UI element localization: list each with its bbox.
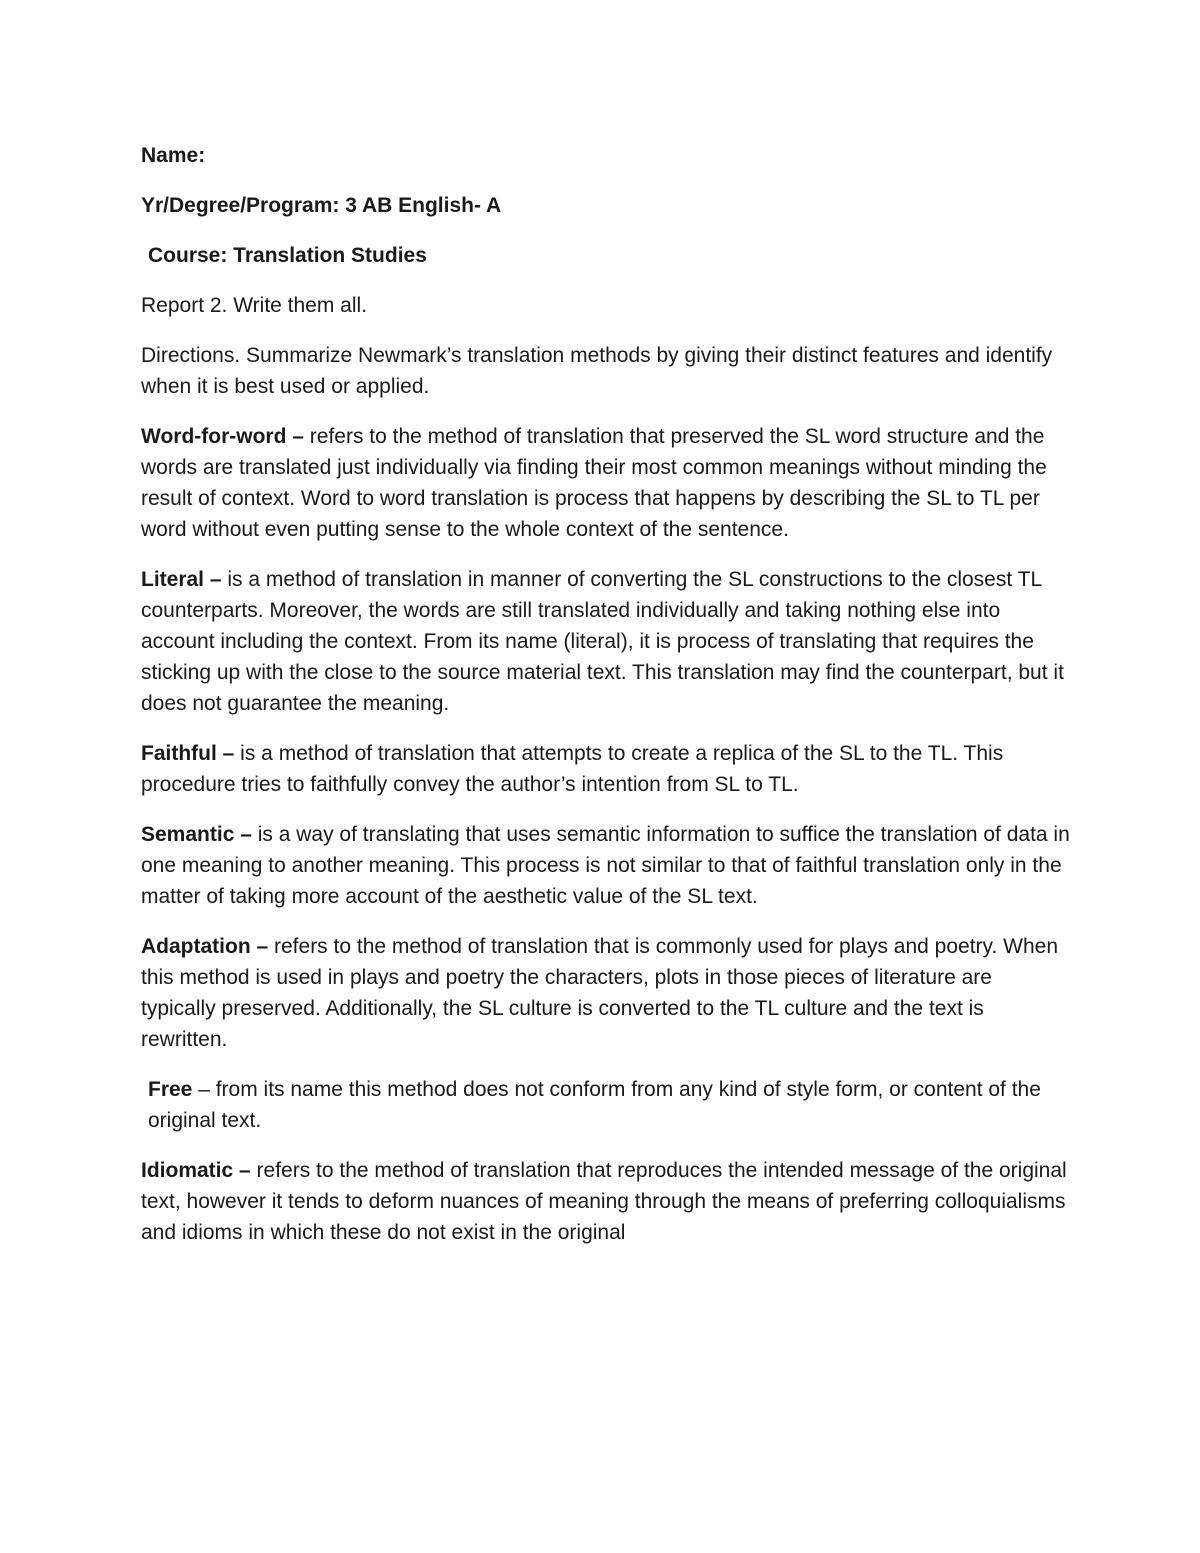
- method-description: is a method of translation that attempts to create a replica of the SL to the TL. This procedure tries to faithfully convey the author’s intention from SL to TL.: [141, 742, 1004, 796]
- document-body: [141, 140, 1071, 1267]
- method-description: is a way of translating that uses semantic information to suffice the translation of data in one meaning to another meaning. This process is not similar to that of faithful translation only in the matter of taking more account of the aesthetic value of the SL text.: [141, 823, 1070, 908]
- method-literal: [141, 564, 1071, 719]
- method-word-for-word: [141, 421, 1071, 545]
- method-term: Faithful –: [141, 742, 235, 765]
- course-line: Course: Translation Studies: [148, 244, 427, 267]
- program-line: Yr/Degree/Program: 3 AB English- A: [141, 194, 502, 217]
- method-description: refers to the method of translation that preserved the SL word structure and the words are translated just individually via finding their most common meanings without minding the result of context. Word to word translation is process that happens by describing the SL to TL per word without even putting sense to the whole context of the sentence.: [141, 425, 1047, 541]
- method-term: Idiomatic –: [141, 1159, 251, 1182]
- method-description: – from its name this method does not conform from any kind of style form, or content of the original text.: [148, 1078, 1041, 1132]
- method-term: Word-for-word –: [141, 425, 304, 448]
- method-term: Literal –: [141, 568, 222, 591]
- report-title: Report 2. Write them all.: [141, 294, 368, 317]
- method-faithful: [141, 738, 1071, 800]
- method-adaptation: [141, 931, 1071, 1055]
- directions-paragraph: Directions. Summarize Newmark’s translation methods by giving their distinct features and identify when it is best used or applied.: [141, 344, 1053, 398]
- method-free: [141, 1074, 1071, 1136]
- method-term: Semantic –: [141, 823, 252, 846]
- method-term: Free: [148, 1078, 193, 1101]
- method-description: refers to the method of translation that reproduces the intended message of the original text, however it tends to deform nuances of meaning through the means of preferring colloquialisms and idioms in which these do not exist in the original: [141, 1159, 1067, 1244]
- method-description: is a method of translation in manner of converting the SL constructions to the closest TL counterparts. Moreover, the words are still translated individually and taking nothing else into account including the context. From its name (literal), it is process of translating that requires the sticking up with the close to the source material text. This translation may find the counterpart, but it does not guarantee the meaning.: [141, 568, 1064, 715]
- method-semantic: [141, 819, 1071, 912]
- method-description: refers to the method of translation that is commonly used for plays and poetry. When this method is used in plays and poetry the characters, plots in those pieces of literature are typically preserved. Additionally, the SL culture is converted to the TL culture and the text is rewritten.: [141, 935, 1059, 1051]
- method-term: Adaptation –: [141, 935, 269, 958]
- name-line: Name:: [141, 144, 206, 167]
- method-idiomatic: [141, 1155, 1071, 1248]
